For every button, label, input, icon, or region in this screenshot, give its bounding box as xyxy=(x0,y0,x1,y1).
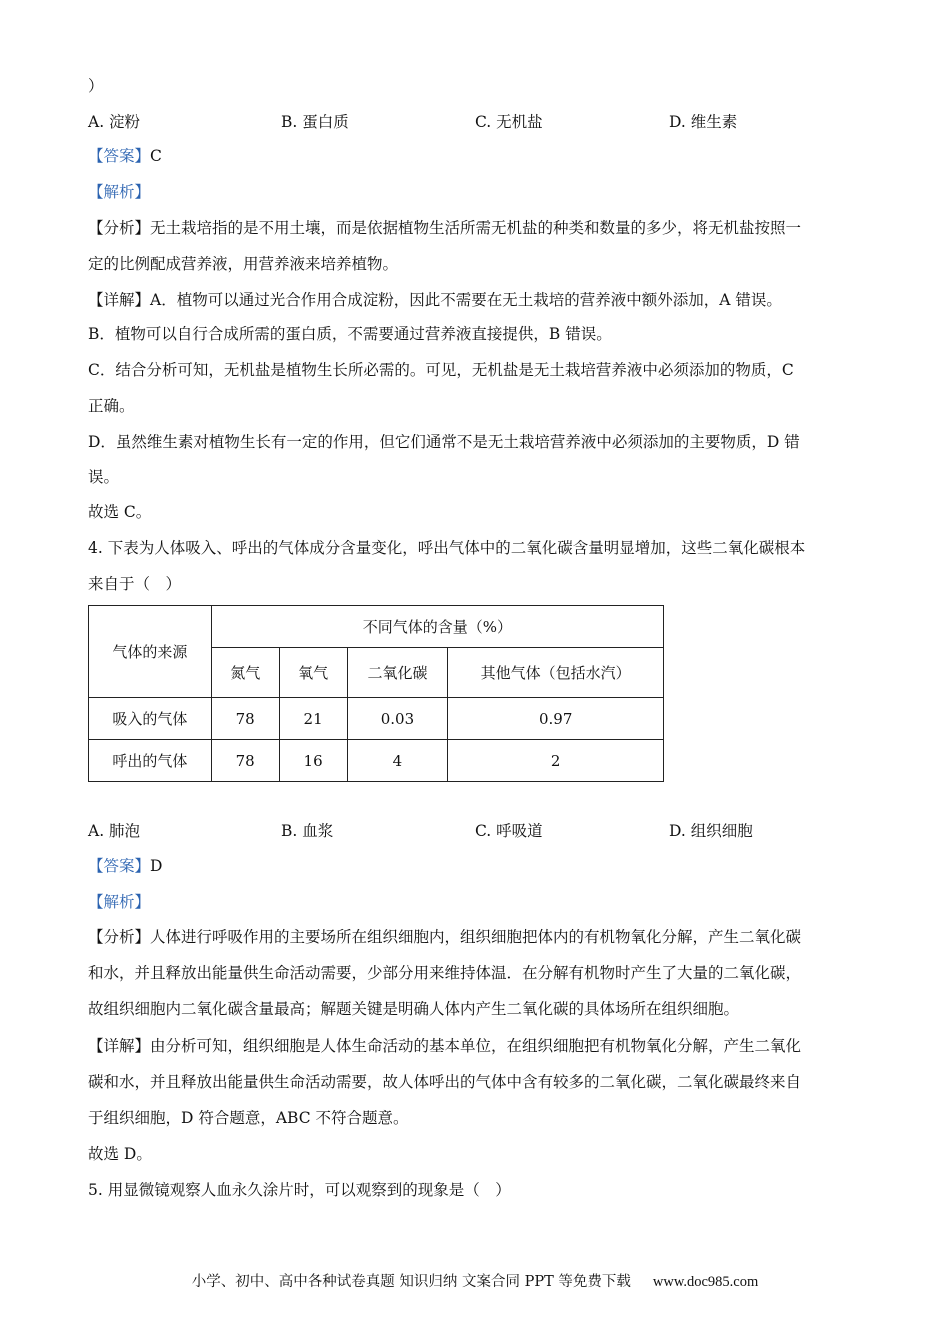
table-col-header: 其他气体（包括水汽） xyxy=(448,648,664,698)
q4-analysis-line: 【详解】由分析可知，组织细胞是人体生命活动的基本单位，在组织细胞把有机物氧化分解，产生二氧化 xyxy=(88,1037,802,1055)
q4-analysis-line: 【分析】人体进行呼吸作用的主要场所在组织细胞内，组织细胞把体内的有机物氧化分解，产生二氧化碳 xyxy=(88,928,802,946)
q4-conclusion: 故选 D。 xyxy=(88,1145,152,1163)
q3-answer xyxy=(88,146,162,166)
q5-stem: 5. 用显微镜观察人血永久涂片时，可以观察到的现象是（ ） xyxy=(88,1181,511,1199)
q3-stem-tail: ） xyxy=(88,77,104,95)
q3-conclusion: 故选 C。 xyxy=(88,503,152,521)
q4-stem-line: 来自于（ ） xyxy=(88,575,182,593)
q4-option-d: D. 组织细胞 xyxy=(669,822,753,840)
q4-analysis-line: 于组织细胞，D 符合题意，ABC 不符合题意。 xyxy=(88,1109,409,1127)
q3-option-a: A. 淀粉 xyxy=(88,113,141,131)
answer-tag: 【答案】 xyxy=(88,147,151,165)
table-cell: 78 xyxy=(211,698,279,740)
table-header-source: 气体的来源 xyxy=(89,606,212,698)
table-col-header: 二氧化碳 xyxy=(347,648,448,698)
q3-analysis-line: 正确。 xyxy=(88,397,135,415)
table-cell: 21 xyxy=(279,698,347,740)
q3-analysis-line: 定的比例配成营养液，用营养液来培养植物。 xyxy=(88,255,399,273)
table-row-label: 呼出的气体 xyxy=(89,740,212,782)
q3-analysis-line: 【详解】A．植物可以通过光合作用合成淀粉，因此不需要在无土栽培的营养液中额外添加，A 错误。 xyxy=(88,291,782,309)
footer-site-link[interactable]: www.doc985.com xyxy=(652,1274,759,1290)
q4-option-b: B. 血浆 xyxy=(281,822,334,840)
q3-analysis-line: D．虽然维生素对植物生长有一定的作用，但它们通常不是无土栽培营养液中必须添加的主要物质，D 错 xyxy=(88,433,800,451)
table-cell: 16 xyxy=(279,740,347,782)
table-cell: 2 xyxy=(448,740,664,782)
q4-stem-line: 4. 下表为人体吸入、呼出的气体成分含量变化，呼出气体中的二氧化碳含量明显增加，这些二氧化碳根本 xyxy=(88,539,806,557)
q3-option-d: D. 维生素 xyxy=(669,113,738,131)
q3-analysis-line: 【分析】无土栽培指的是不用土壤，而是依据植物生活所需无机盐的种类和数量的多少，将无机盐按照一 xyxy=(88,219,802,237)
q3-analysis-line: B．植物可以自行合成所需的蛋白质，不需要通过营养液直接提供，B 错误。 xyxy=(88,325,612,343)
gas-composition-table xyxy=(88,605,664,782)
q4-option-a: A. 肺泡 xyxy=(88,822,141,840)
table-row xyxy=(89,740,664,782)
table-row xyxy=(89,698,664,740)
page-footer xyxy=(0,1270,950,1291)
q3-option-c: C. 无机盐 xyxy=(475,113,543,131)
table-col-header: 氧气 xyxy=(279,648,347,698)
table-header-group: 不同气体的含量（%） xyxy=(211,606,663,648)
table-cell: 4 xyxy=(347,740,448,782)
answer-value: C xyxy=(150,147,162,165)
q4-analysis-line: 碳和水，并且释放出能量供生命活动需要，故人体呼出的气体中含有较多的二氧化碳，二氧化碳最终来自 xyxy=(88,1073,802,1091)
q4-option-c: C. 呼吸道 xyxy=(475,822,543,840)
table-cell: 0.97 xyxy=(448,698,664,740)
table-col-header: 氮气 xyxy=(211,648,279,698)
q3-analysis-line: 误。 xyxy=(88,468,120,486)
q3-analysis-line: C．结合分析可知，无机盐是植物生长所必需的。可见，无机盐是无土栽培营养液中必须添加的物质，C xyxy=(88,361,794,379)
table-row-label: 吸入的气体 xyxy=(89,698,212,740)
answer-tag: 【答案】 xyxy=(88,857,151,875)
q4-analysis-line: 和水，并且释放出能量供生命活动需要，少部分用来维持体温．在分解有机物时产生了大量的二氧化碳， xyxy=(88,964,802,982)
table-cell: 78 xyxy=(211,740,279,782)
q4-analysis-tag: 【解析】 xyxy=(88,893,151,911)
q4-analysis-line: 故组织细胞内二氧化碳含量最高；解题关键是明确人体内产生二氧化碳的具体场所在组织细胞。 xyxy=(88,1000,740,1018)
footer-text: 小学、初中、高中各种试卷真题 知识归纳 文案合同 PPT 等免费下载 xyxy=(191,1274,631,1290)
answer-value: D xyxy=(150,857,163,875)
table-cell: 0.03 xyxy=(347,698,448,740)
q4-answer xyxy=(88,856,162,876)
q3-option-b: B. 蛋白质 xyxy=(281,113,349,131)
q3-analysis-tag: 【解析】 xyxy=(88,183,151,201)
